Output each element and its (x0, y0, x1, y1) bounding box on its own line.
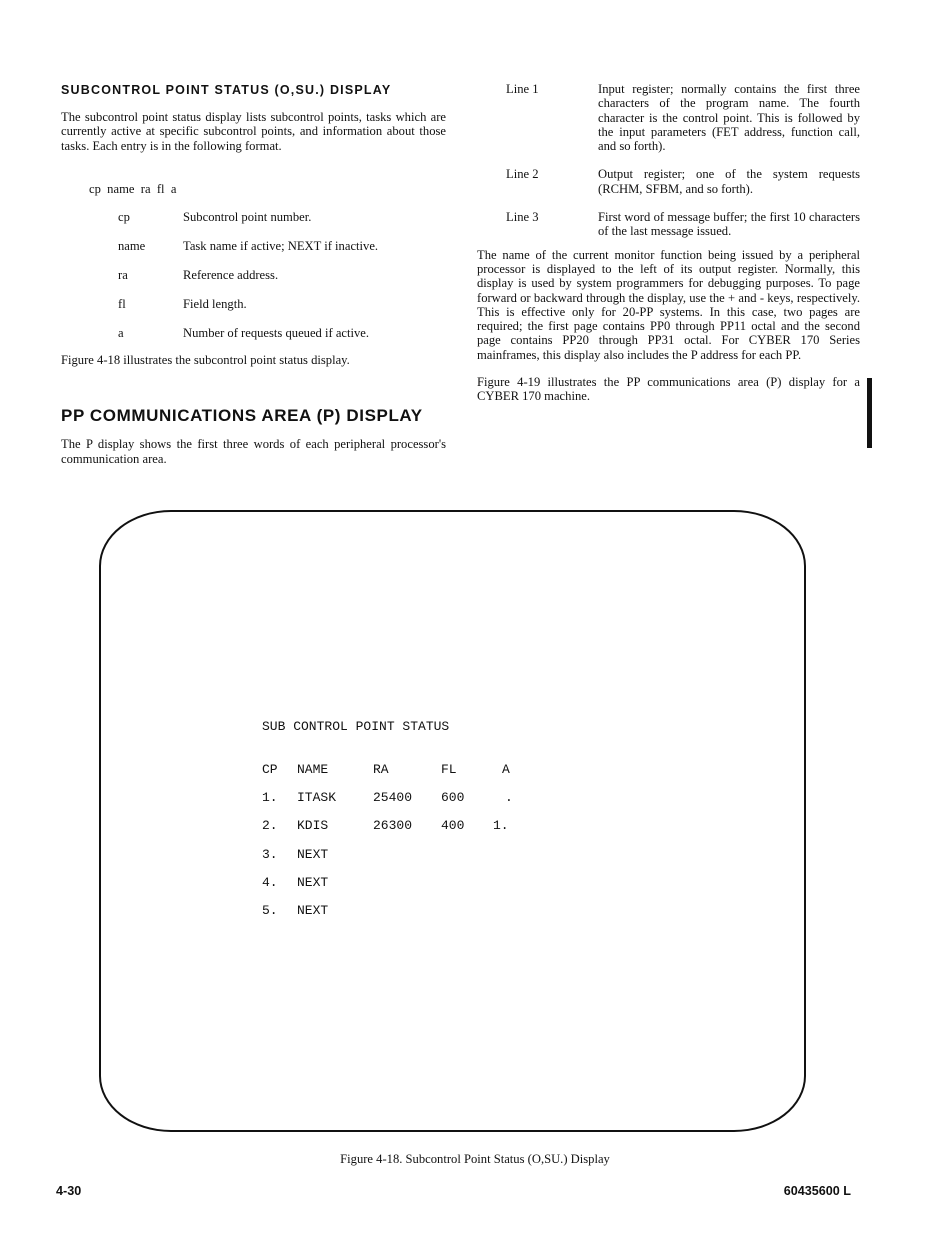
screen-header-a: A (502, 762, 510, 777)
entry-format-line: cp name ra fl a (89, 182, 177, 196)
screen-header-ra: RA (373, 762, 389, 777)
definition-desc: Reference address. (183, 268, 279, 282)
screen-row-fl: 600 (441, 790, 465, 805)
definition-desc: Number of requests queued if active. (183, 326, 370, 340)
definition-desc: Subcontrol point number. (183, 210, 312, 224)
line-definition (477, 210, 860, 239)
line-definition (477, 167, 860, 196)
screen-header-fl: FL (441, 762, 457, 777)
screen-row-a: 1. (493, 818, 509, 833)
line-label: Line 3 (506, 210, 539, 225)
definition-term: cp (118, 210, 130, 224)
left-column (61, 82, 446, 153)
screen-row-fl: 400 (441, 818, 465, 833)
revision-change-bar (867, 378, 872, 448)
p-display-intro-paragraph: The P display shows the first three words of each peripheral processor's communication area. (61, 437, 446, 466)
screen-row-name: NEXT (297, 903, 329, 918)
screen-row-cp: 5. (262, 903, 278, 918)
screen-row-ra: 25400 (373, 790, 413, 805)
section-heading-subcontrol: SUBCONTROL POINT STATUS (O,SU.) DISPLAY (61, 83, 392, 97)
screen-row-a: . (505, 790, 513, 805)
screen-row-name: NEXT (297, 847, 329, 862)
screen-row-name: ITASK (297, 790, 337, 805)
screen-row-name: KDIS (297, 818, 329, 833)
screen-row-cp: 3. (262, 847, 278, 862)
document-number: 60435600 L (783, 1184, 851, 1198)
screen-row-cp: 2. (262, 818, 278, 833)
screen-title: SUB CONTROL POINT STATUS (262, 719, 450, 734)
screen-row-name: NEXT (297, 875, 329, 890)
definition-desc: Task name if active; NEXT if inactive. (183, 239, 379, 253)
subcontrol-intro-paragraph: The subcontrol point status display lists subcontrol points, tasks which are currently active at specific subcontrol points, and information about those tasks. Each entry is in the following format. (61, 110, 446, 153)
line-label: Line 1 (506, 82, 539, 96)
screen-row-ra: 26300 (373, 818, 413, 833)
right-column (477, 82, 860, 404)
line-description: First word of message buffer; the first 10 characters of the last message issued. (598, 210, 860, 239)
line-definition (477, 82, 860, 153)
screen-header-name: NAME (297, 762, 329, 777)
section-heading-pp-communications: PP COMMUNICATIONS AREA (P) DISPLAY (61, 406, 423, 426)
line-description: Output register; one of the system requests (RCHM, SFBM, and so forth). (598, 167, 860, 196)
figure-caption: Figure 4-18. Subcontrol Point Status (O,SU.) Display (340, 1152, 610, 1166)
page-number: 4-30 (56, 1184, 82, 1198)
definition-term: name (118, 239, 146, 253)
monitor-function-paragraph: The name of the current monitor function being issued by a peripheral processor is displayed to the left of its output register. Normally, this display is used by system programmers for debugging purposes. To page forward or backward through the display, use the + and - keys, respectively. This is effective only for 20-PP systems. In this case, two pages are required; the first page contains PP0 through PP11 octal and the second page contains PP20 through PP31 octal. For CYBER 170 Series mainframes, this display also includes the P address for each PP. (477, 247, 860, 362)
left-lower-block (61, 353, 446, 466)
screen-header-cp: CP (262, 762, 278, 777)
definition-term: fl (118, 297, 126, 311)
line-description: Input register; normally contains the first three characters of the program name. The fourth character is the control point. This is followed by the input parameters (FET address, function call, and so forth). (598, 82, 860, 154)
screen-row-cp: 4. (262, 875, 278, 890)
figure-reference-paragraph: Figure 4-18 illustrates the subcontrol point status display. (61, 353, 350, 367)
definition-term: ra (118, 268, 128, 282)
screen-row-cp: 1. (262, 790, 278, 805)
definition-desc: Field length. (183, 297, 247, 311)
definition-term: a (118, 326, 124, 340)
figure-4-19-reference-paragraph: Figure 4-19 illustrates the PP communications area (P) display for a CYBER 170 machine. (477, 375, 860, 404)
line-label: Line 2 (506, 167, 539, 182)
